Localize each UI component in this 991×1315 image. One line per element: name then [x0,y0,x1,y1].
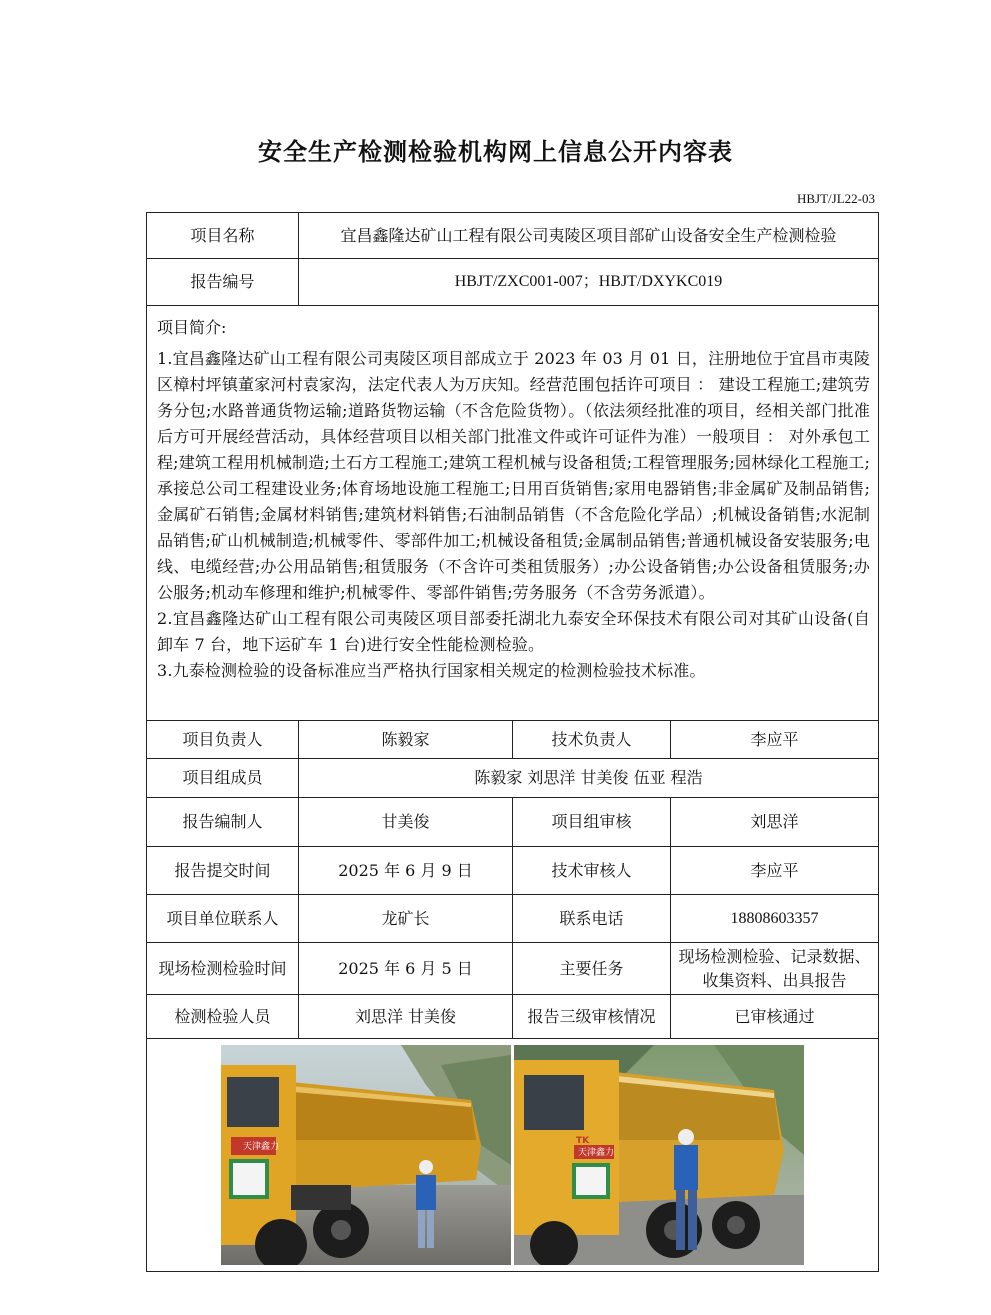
contact-label: 项目单位联系人 [147,895,299,943]
project-leader-value: 陈毅家 [299,721,513,759]
inspectors-value: 刘思洋 甘美俊 [299,995,513,1039]
table-row [147,995,879,1039]
phone-value: 18808603357 [671,895,879,943]
report-number-value: HBJT/ZXC001-007；HBJT/DXYKC019 [299,259,879,306]
review-status-label: 报告三级审核情况 [513,995,671,1039]
intro-paragraph-2: 2.宜昌鑫隆达矿山工程有限公司夷陵区项目部委托湖北九泰安全环保技术有限公司对其矿山设备(自卸车 7 台，地下运矿车 1 台)进行安全性能检测检验。 [157,609,871,654]
table-row [147,721,879,759]
main-task-label: 主要任务 [513,943,671,995]
photo-row [147,1039,879,1272]
intro-cell [147,306,879,721]
table-row [147,798,879,847]
project-name-label: 项目名称 [147,213,299,259]
phone-label: 联系电话 [513,895,671,943]
main-task-value: 现场检测检验、记录数据、收集资料、出具报告 [671,943,879,995]
table-row [147,943,879,995]
members-label: 项目组成员 [147,759,299,798]
submit-time-label: 报告提交时间 [147,847,299,895]
intro-paragraph-3: 3.九泰检测检验的设备标准应当严格执行国家相关规定的检测检验技术标准。 [157,661,706,680]
team-review-value: 刘思洋 [671,798,879,847]
table-row [147,759,879,798]
truck-brand-label-2: 天津鑫力 [578,1148,615,1158]
members-value: 陈毅家 刘思洋 甘美俊 伍亚 程浩 [299,759,879,798]
submit-time-value: 2025 年 6 月 9 日 [299,847,513,895]
project-name-row [147,213,879,259]
tech-leader-value: 李应平 [671,721,879,759]
site-photo-1 [221,1045,511,1265]
onsite-time-label: 现场检测检验时间 [147,943,299,995]
document-number: HBJT/JL22-03 [797,191,875,206]
tech-reviewer-label: 技术审核人 [513,847,671,895]
photo-cell [147,1039,879,1272]
photo-strip [147,1045,878,1265]
info-table [146,212,879,1272]
tech-leader-label: 技术负责人 [513,721,671,759]
report-number-label: 报告编号 [147,259,299,306]
intro-row [147,306,879,721]
project-name-value: 宜昌鑫隆达矿山工程有限公司夷陵区项目部矿山设备安全生产检测检验 [299,213,879,259]
intro-paragraph-1: 1.宜昌鑫隆达矿山工程有限公司夷陵区项目部成立于 2023 年 03 月 01 日，注册地位于宜昌市夷陵区樟村坪镇董家河村袁家沟，法定代表人为万庆知。经营范围包括许可项目 ： 建设工程施工;建筑劳务分包;水路普通货物运输;道路货物运输（不含危险货物）。（依法须经批准的项目，经相关部门批准后方可开展经营活动，具体经营项目以相关部门批准文件或许可证件为准）一般项目 ： 对外承包工程;建筑工程用机械制造;土石方工程施工;建筑工程机械与设备租赁;工程管理服务;园林绿化工程施工;承接总公司工程建设业务;体育场地设施工程施工;日用百货销售;家用电器销售;非金属矿及制品销售;金属矿石销售;金属材料销售;建筑材料销售;石油制品销售（不含危险化学品）;机械设备销售;水泥制品销售;矿山机械制造;机械零件、零部件加工;机械设备租赁;金属制品销售;普通机械设备安装服务;电线、电缆经营;办公用品销售;租赁服务（不含许可类租赁服务）;办公设备销售;办公设备租赁服务;办公服务;机动车修理和维护;机械零件、零部件销售;劳务服务（不含劳务派遣）。 [157,349,871,602]
inspectors-label: 检测检验人员 [147,995,299,1039]
intro-heading: 项目简介: [157,318,227,337]
team-review-label: 项目组审核 [513,798,671,847]
report-compiler-value: 甘美俊 [299,798,513,847]
report-compiler-label: 报告编制人 [147,798,299,847]
review-status-value: 已审核通过 [671,995,879,1039]
site-photo-2 [514,1045,804,1265]
truck-brand-label-1: 天津鑫力 [243,1142,280,1152]
table-row [147,847,879,895]
tech-reviewer-value: 李应平 [671,847,879,895]
table-row [147,895,879,943]
report-number-row [147,259,879,306]
project-leader-label: 项目负责人 [147,721,299,759]
contact-value: 龙矿长 [299,895,513,943]
onsite-time-value: 2025 年 6 月 5 日 [299,943,513,995]
document-title: 安全生产检测检验机构网上信息公开内容表 [258,137,733,166]
truck-badge-label: TK [576,1136,590,1146]
